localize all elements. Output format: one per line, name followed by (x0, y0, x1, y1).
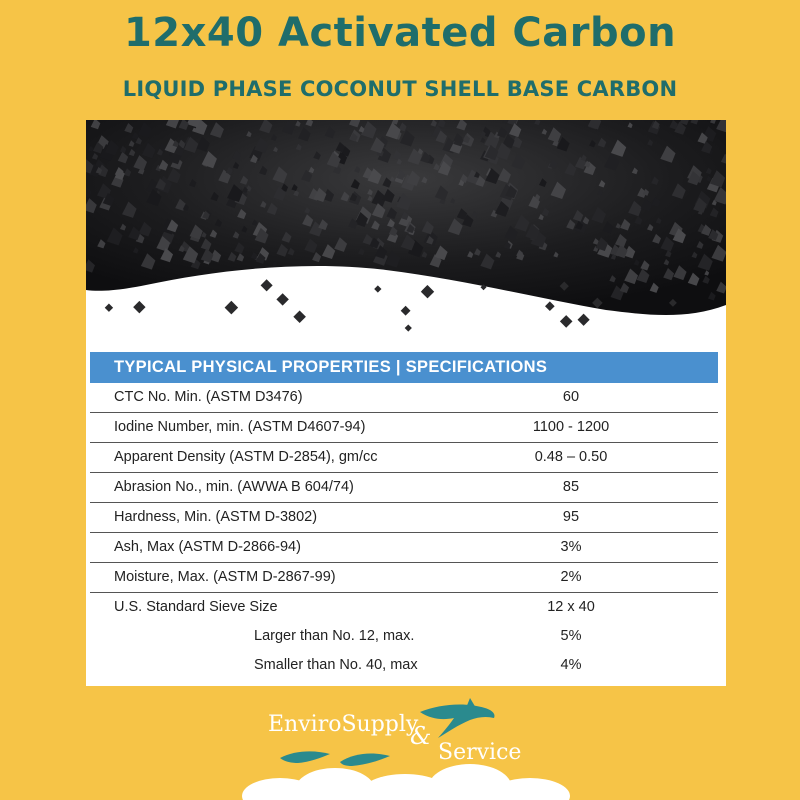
table-row (90, 593, 718, 622)
property-value: 85 (562, 479, 580, 495)
property-value: 12 x 40 (547, 599, 595, 615)
property-label: Apparent Density (ASTM D-2854), gm/cc (114, 449, 378, 465)
property-label: Abrasion No., min. (AWWA B 604/74) (114, 479, 354, 495)
table-row (90, 651, 718, 680)
property-value: 5% (560, 628, 582, 644)
table-row (90, 563, 718, 593)
spec-table-header: TYPICAL PHYSICAL PROPERTIES | SPECIFICATIONS (90, 352, 718, 383)
cloud-icon (242, 764, 570, 800)
spec-table (90, 383, 718, 680)
table-row (90, 622, 718, 651)
logo-word-service: Service (438, 740, 522, 765)
property-label: CTC No. Min. (ASTM D3476) (114, 389, 303, 405)
table-row (90, 443, 718, 473)
property-value: 4% (560, 657, 582, 673)
property-label: Larger than No. 12, max. (254, 628, 415, 644)
table-row (90, 533, 718, 563)
table-row (90, 503, 718, 533)
page-title: 12x40 Activated Carbon (123, 10, 677, 56)
logo-ampersand: & (410, 722, 432, 750)
table-row (90, 413, 718, 443)
logo-word-envirosupply: EnviroSupply (268, 712, 419, 737)
table-row (90, 383, 718, 413)
page-subtitle: LIQUID PHASE COCONUT SHELL BASE CARBON (122, 77, 678, 101)
property-label: Ash, Max (ASTM D-2866-94) (114, 539, 301, 555)
property-value: 60 (562, 389, 580, 405)
property-label: Moisture, Max. (ASTM D-2867-99) (114, 569, 336, 585)
property-label: Hardness, Min. (ASTM D-3802) (114, 509, 318, 525)
property-value: 0.48 – 0.50 (534, 449, 608, 465)
carbon-granules-photo (86, 120, 726, 350)
table-row (90, 473, 718, 503)
property-value: 2% (560, 569, 582, 585)
spec-card (86, 120, 726, 686)
property-value: 3% (560, 539, 582, 555)
property-label: Smaller than No. 40, max (254, 657, 418, 673)
property-label: Iodine Number, min. (ASTM D4607-94) (114, 419, 366, 435)
property-value: 95 (562, 509, 580, 525)
property-label: U.S. Standard Sieve Size (114, 599, 278, 615)
property-value: 1100 - 1200 (532, 419, 610, 435)
